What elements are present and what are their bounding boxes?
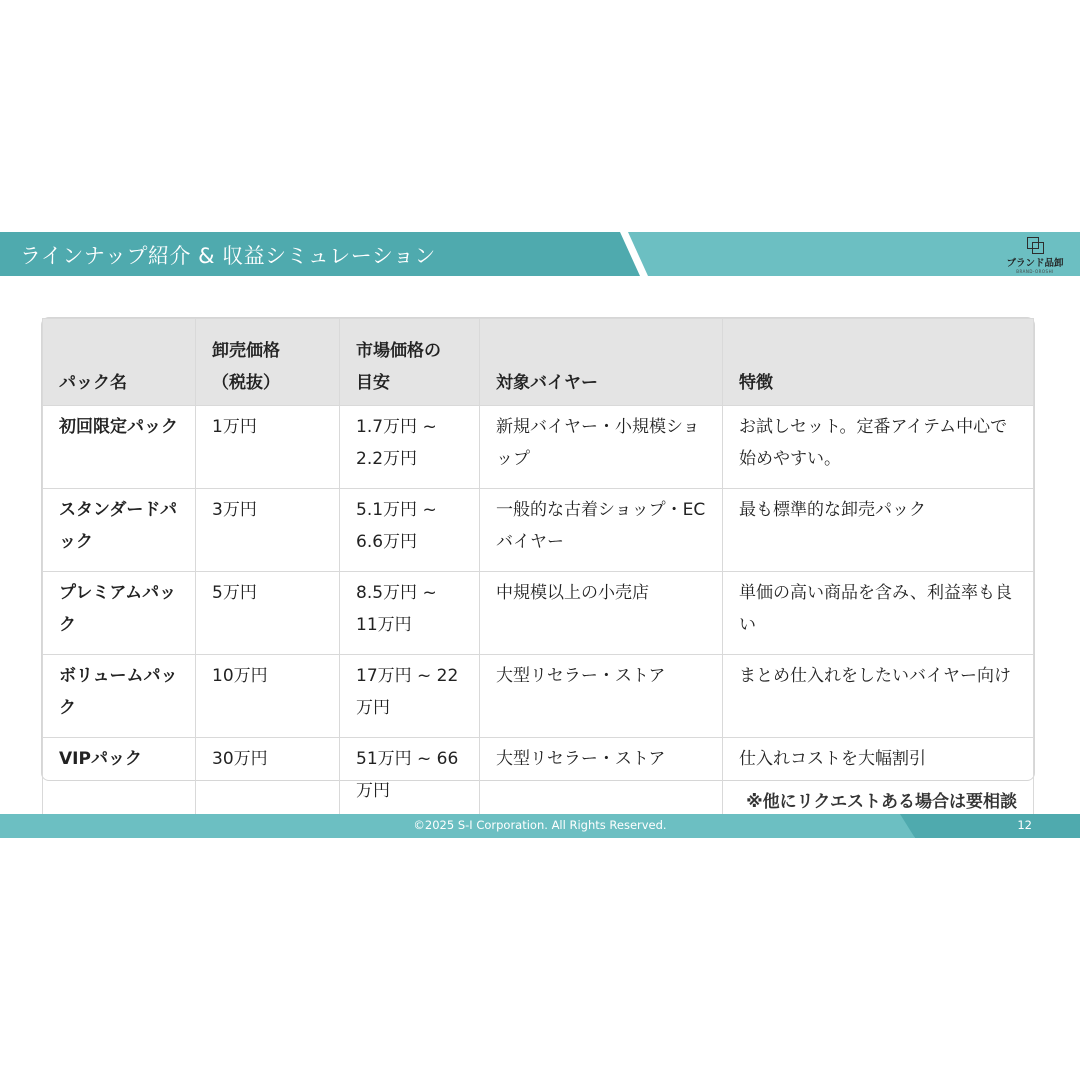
header-features: 特徴 [723, 319, 1034, 406]
footer-band [0, 814, 1080, 838]
cell-pack-name: VIPパック [43, 738, 196, 821]
cell-feature: 仕入れコストを大幅割引 [723, 738, 1034, 821]
cell-pack-name: ボリュームパック [43, 655, 196, 738]
cell-market: 1.7万円 ~ 2.2万円 [340, 406, 480, 489]
cell-price: 3万円 [196, 489, 340, 572]
brand-logo [1004, 236, 1066, 274]
logo-subtext: BRAND-OROSHI [1016, 269, 1054, 274]
header-band [0, 232, 1080, 276]
cell-pack-name: 初回限定パック [43, 406, 196, 489]
cell-market: 5.1万円 ~ 6.6万円 [340, 489, 480, 572]
cell-buyer: 中規模以上の小売店 [480, 572, 723, 655]
cell-feature: まとめ仕入れをしたいバイヤー向け [723, 655, 1034, 738]
header-pack-name: パック名 [43, 319, 196, 406]
lineup-table [41, 317, 1035, 801]
cell-buyer: 一般的な古着ショップ・ECバイヤー [480, 489, 723, 572]
table-row [43, 489, 1034, 572]
cell-pack-name: スタンダードパック [43, 489, 196, 572]
logo-text: ブランド品卸 [1006, 258, 1064, 269]
cell-price: 30万円 [196, 738, 340, 821]
table-row [43, 655, 1034, 738]
cell-price: 1万円 [196, 406, 340, 489]
table-row [43, 572, 1034, 655]
table-row [43, 406, 1034, 489]
cell-market: 17万円 ~ 22万円 [340, 655, 480, 738]
header-wholesale-price: 卸売価格 （税抜） [196, 319, 340, 406]
copyright-text: ©2025 S-I Corporation. All Rights Reserved. [413, 818, 667, 832]
logo-squares-icon [1026, 236, 1044, 254]
cell-feature: お試しセット。定番アイテム中心で始めやすい。 [723, 406, 1034, 489]
cell-market: 51万円 ~ 66万円 [340, 738, 480, 821]
cell-buyer: 大型リセラー・ストア [480, 738, 723, 821]
slide [0, 232, 1080, 838]
cell-buyer: 大型リセラー・ストア [480, 655, 723, 738]
slide-title: ラインナップ紹介 & 収益シミュレーション [20, 244, 436, 268]
header-market-price: 市場価格の 目安 [340, 319, 480, 406]
cell-feature: 最も標準的な卸売パック [723, 489, 1034, 572]
cell-pack-name: プレミアムパック [43, 572, 196, 655]
table-header-row [43, 319, 1034, 406]
page-number: 12 [1017, 818, 1032, 832]
cell-market: 8.5万円 ~ 11万円 [340, 572, 480, 655]
header-target-buyer: 対象バイヤー [480, 319, 723, 406]
cell-buyer: 新規バイヤー・小規模ショップ [480, 406, 723, 489]
consultation-note: ※他にリクエストある場合は要相談 [746, 792, 1017, 812]
cell-feature: 単価の高い商品を含み、利益率も良い [723, 572, 1034, 655]
cell-price: 10万円 [196, 655, 340, 738]
cell-price: 5万円 [196, 572, 340, 655]
